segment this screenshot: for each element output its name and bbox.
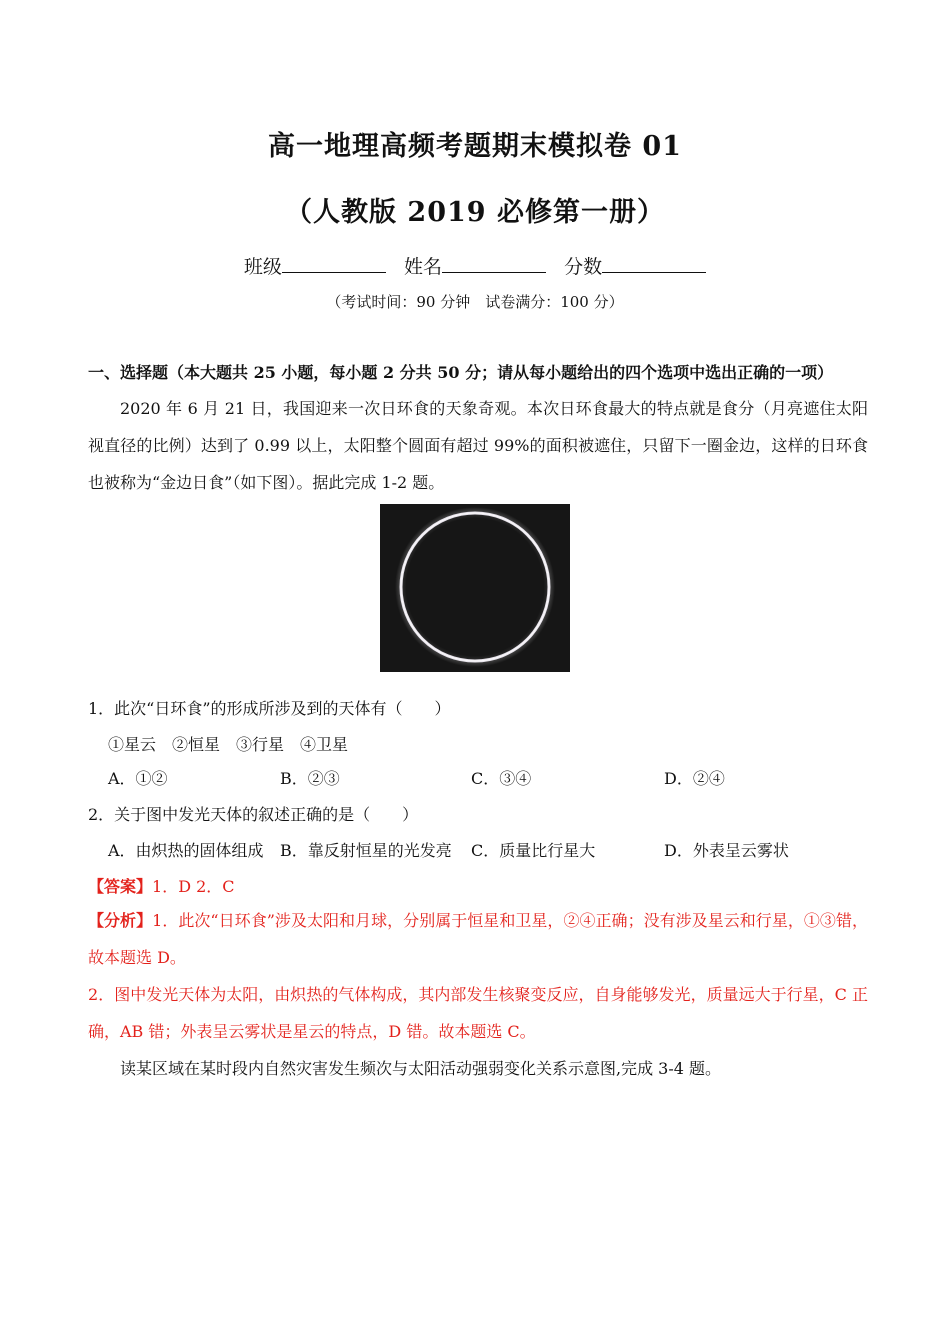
- analysis-paragraph-1: [88, 902, 868, 976]
- score-label: 分数: [564, 256, 603, 278]
- q1-option-c[interactable]: C．③④: [471, 769, 532, 788]
- answer-line: [88, 874, 235, 897]
- question-1-sub: ①星云 ②恒星 ③行星 ④卫星: [108, 735, 349, 754]
- question-1-stem: 1．此次“日环食”的形成所涉及到的天体有（ ）: [88, 699, 451, 718]
- q1-option-b[interactable]: B．②③: [280, 769, 340, 788]
- q2-option-a[interactable]: A．由炽热的固体组成: [108, 841, 264, 860]
- section-heading: 一、选择题（本大题共 25 小题，每小题 2 分共 50 分；请从每小题给出的四个选项中选出正确的一项）: [88, 363, 834, 382]
- page-title: 高一地理高频考题期末模拟卷 01: [268, 131, 682, 162]
- q2-option-c[interactable]: C．质量比行星大: [471, 841, 596, 860]
- answer-text: 1．D 2．C: [152, 877, 235, 896]
- q1-option-a[interactable]: A．①②: [108, 769, 168, 788]
- eclipse-ring-icon: [380, 504, 570, 672]
- question-2-stem: 2．关于图中发光天体的叙述正确的是（ ）: [88, 805, 419, 824]
- q2-option-b[interactable]: B．靠反射恒星的光发亮: [280, 841, 452, 860]
- score-blank[interactable]: [602, 254, 706, 273]
- analysis-text-1: 1．此次“日环食”涉及太阳和月球，分别属于恒星和卫星，②④正确；没有涉及星云和行星，①③错，故本题选 D。: [88, 911, 868, 967]
- class-blank[interactable]: [282, 254, 386, 273]
- annular-eclipse-photo: [380, 504, 570, 672]
- page-subtitle: （人教版 2019 必修第一册）: [285, 197, 665, 228]
- exam-info: （考试时间：90 分钟 试卷满分：100 分）: [326, 293, 624, 311]
- name-label: 姓名: [403, 256, 442, 278]
- class-label: 班级: [243, 256, 282, 278]
- intro-paragraph: 2020 年 6 月 21 日，我国迎来一次日环食的天象奇观。本次日环食最大的特点就是食分（月亮遮住太阳视直径的比例）达到了 0.99 以上，太阳整个圆面有超过 99%的面积被遮住，只留下一圈金边，这样的日环食也被称为“金边日食”（如下图）。据此完成 1-2 题。: [88, 399, 868, 492]
- analysis-label: 【分析】: [88, 911, 153, 930]
- q2-option-d[interactable]: D．外表呈云雾状: [664, 841, 789, 860]
- next-question-intro: 读某区域在某时段内自然灾害发生频次与太阳活动强弱变化关系示意图,完成 3-4 题。: [120, 1059, 722, 1078]
- q1-option-d[interactable]: D．②④: [664, 769, 725, 788]
- name-blank[interactable]: [442, 254, 546, 273]
- analysis-paragraph-2: 2．图中发光天体为太阳，由炽热的气体构成，其内部发生核聚变反应，自身能够发光，质量远大于行星，C 正确，AB 错；外表呈云雾状是星云的特点，D 错。故本题选 C。: [88, 985, 868, 1041]
- answer-label: 【答案】: [88, 877, 153, 896]
- student-info-line: [0, 252, 950, 279]
